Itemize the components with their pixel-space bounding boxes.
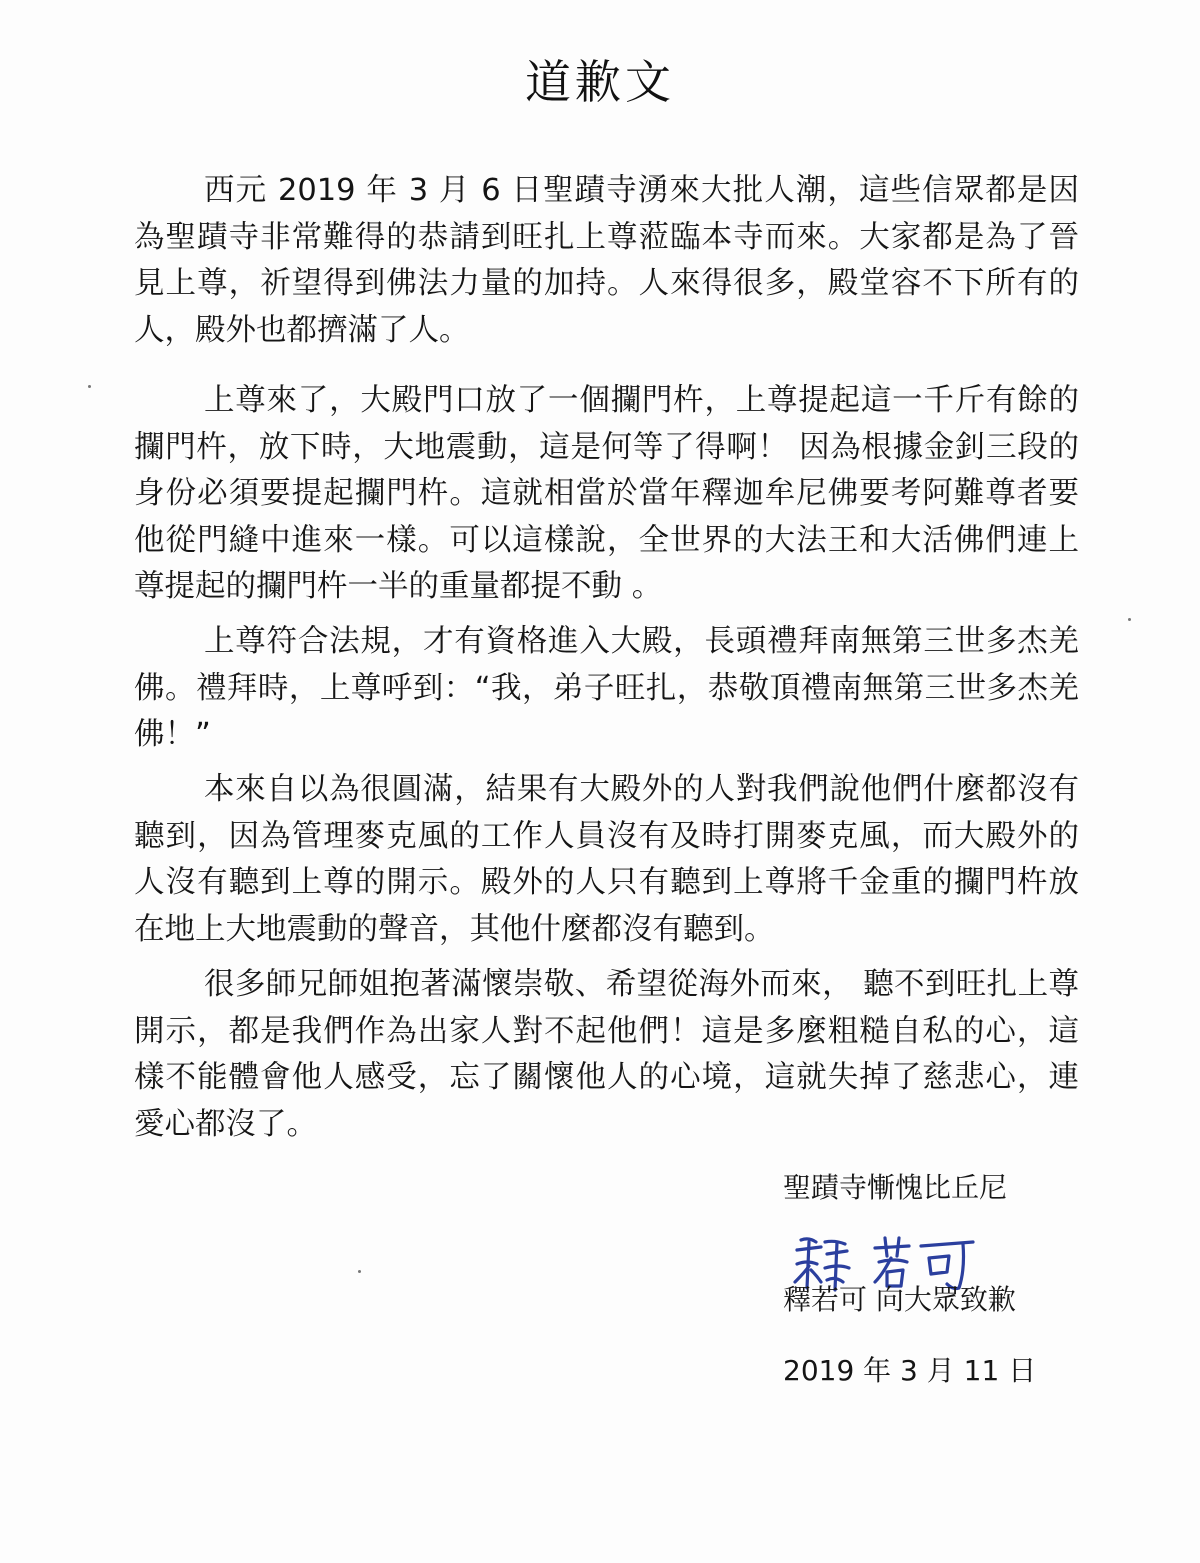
- paragraph-4: 本來自以為很圓滿，結果有大殿外的人對我們說他們什麼都沒有聽到，因為管理麥克風的工作人員沒有及時打開麥克風，而大殿外的人沒有聽到上尊的開示。殿外的人只有聽到上尊將千金重的攔門杵放在地上大地震動的聲音，其他什麼都沒有聽到。: [134, 772, 1079, 947]
- paragraph-3: 上尊符合法規，才有資格進入大殿，長頭禮拜南無第三世多杰羌佛。禮拜時，上尊呼到：“我，弟子旺扎，恭敬頂禮南無第三世多杰羌佛！”: [134, 624, 1079, 752]
- paragraph-2: 上尊來了，大殿門口放了一個攔門杵，上尊提起這一千斤有餘的攔門杵，放下時，大地震動，這是何等了得啊！ 因為根據金釗三段的身份必須要提起攔門杵。這就相當於當年釋迦牟尼佛要考阿難尊者要他從門縫中進來一樣。可以這樣說，全世界的大法王和大活佛們連上尊提起的攔門杵一半的重量都提不動 。: [134, 383, 1079, 604]
- document-title: 道歉文: [525, 55, 675, 109]
- signer-name-line: 釋若可 向大眾致歉: [783, 1283, 1016, 1316]
- letter-date: 2019 年 3 月 11 日: [783, 1354, 1037, 1387]
- scan-speck: [358, 1270, 361, 1273]
- scan-speck: [88, 385, 91, 388]
- paragraph-1: 西元 2019 年 3 月 6 日聖蹟寺湧來大批人潮，這些信眾都是因為聖蹟寺非常難得的恭請到旺扎上尊蒞臨本寺而來。大家都是為了晉見上尊，祈望得到佛法力量的加持。人來得很多，殿堂容不下所有的人，殿外也都擠滿了人。: [134, 173, 1079, 348]
- paragraph-5: 很多師兄師姐抱著滿懷崇敬、希望從海外而來， 聽不到旺扎上尊開示，都是我們作為出家人對不起他們！這是多麼粗糙自私的心，這樣不能體會他人感受，忘了關懷他人的心境，這就失掉了慈悲心，連愛心都沒了。: [134, 967, 1079, 1142]
- scan-speck: [1128, 618, 1131, 621]
- signer-organization: 聖蹟寺慚愧比丘尼: [783, 1171, 1008, 1204]
